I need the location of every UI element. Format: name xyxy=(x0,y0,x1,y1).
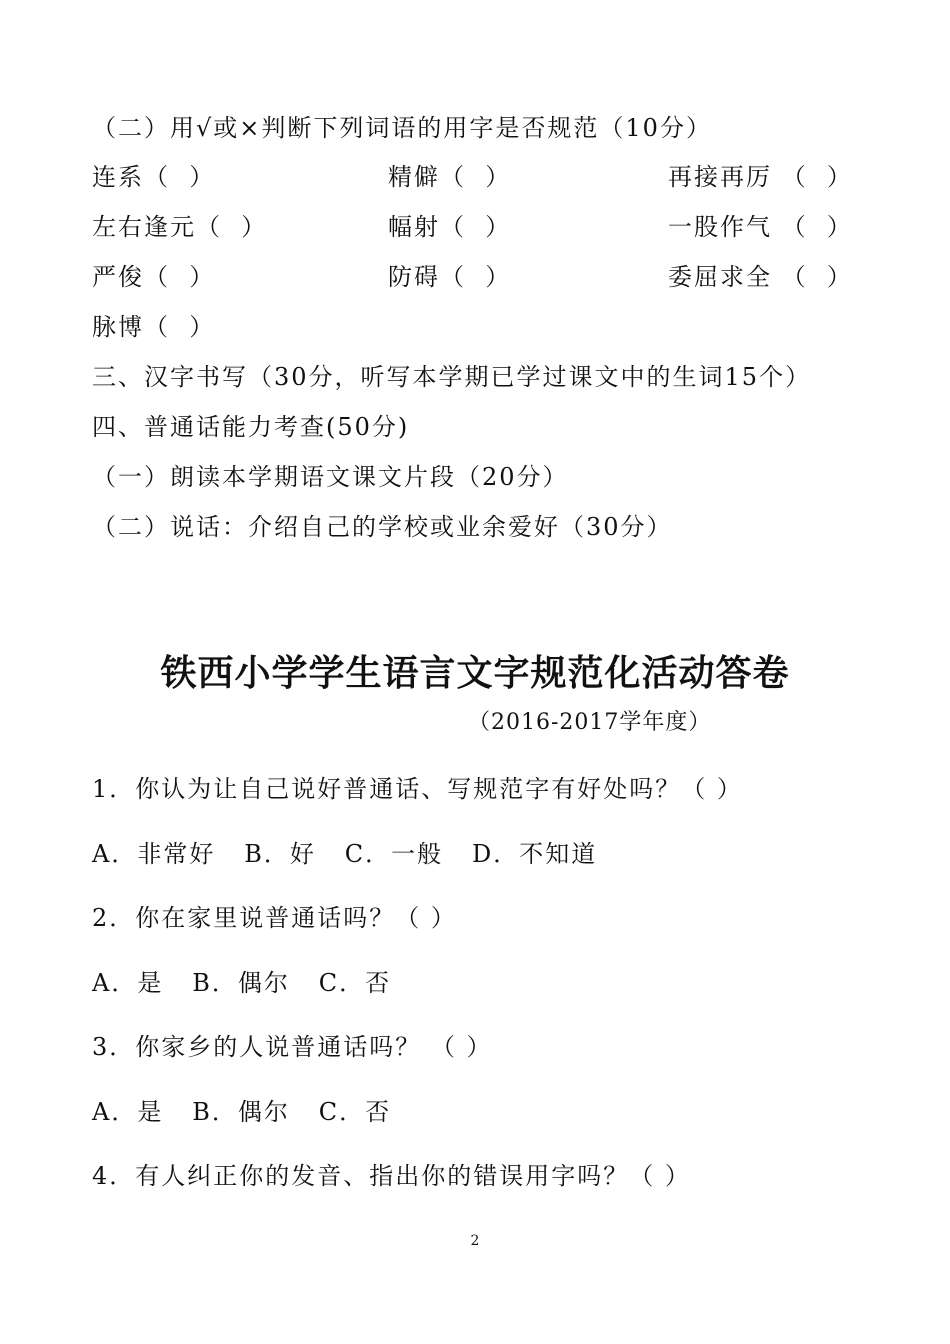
judge-item: 防碍（ ） xyxy=(388,263,512,291)
judge-item: 连系（ ） xyxy=(92,163,216,191)
judge-item: 再接再厉 （ ） xyxy=(668,163,853,191)
judge-row xyxy=(92,312,852,342)
judge-item: 严俊（ ） xyxy=(92,263,216,291)
question: 4．有人纠正你的发音、指出你的错误用字吗？（ ） xyxy=(92,1162,691,1190)
section-four-sub2: （二）说话：介绍自己的学校或业余爱好（30分） xyxy=(92,513,673,541)
judge-item: 一股作气 （ ） xyxy=(668,213,853,241)
answer-sheet-subtitle: （2016-2017学年度） xyxy=(468,710,712,735)
section-two-sub2-heading: （二）用√或×判断下列词语的用字是否规范（10分） xyxy=(92,114,712,142)
judge-item: 幅射（ ） xyxy=(388,213,512,241)
section-three: 三、汉字书写（30分，听写本学期已学过课文中的生词15个） xyxy=(92,363,812,391)
judge-row xyxy=(92,162,852,192)
question-options: A．是 B．偶尔 C．否 xyxy=(92,1098,392,1126)
question-options: A．是 B．偶尔 C．否 xyxy=(92,969,392,997)
question: 2．你在家里说普通话吗？（ ） xyxy=(92,904,457,932)
page-number: 2 xyxy=(470,1233,480,1249)
question: 3．你家乡的人说普通话吗？ （ ） xyxy=(92,1033,493,1061)
judge-item: 左右逢元（ ） xyxy=(92,213,268,241)
judge-row xyxy=(92,212,852,242)
section-four: 四、普通话能力考查(50分) xyxy=(92,413,410,441)
judge-item: 委屈求全 （ ） xyxy=(668,263,853,291)
answer-sheet-title: 铁西小学学生语言文字规范化活动答卷 xyxy=(160,653,790,694)
judge-item: 精僻（ ） xyxy=(388,163,512,191)
section-four-sub1: （一）朗读本学期语文课文片段（20分） xyxy=(92,463,569,491)
question-options: A．非常好 B．好 C．一般 D．不知道 xyxy=(92,840,598,868)
judge-item: 脉博（ ） xyxy=(92,313,216,341)
question: 1．你认为让自己说好普通话、写规范字有好处吗？（ ） xyxy=(92,775,743,803)
judge-row xyxy=(92,262,852,292)
